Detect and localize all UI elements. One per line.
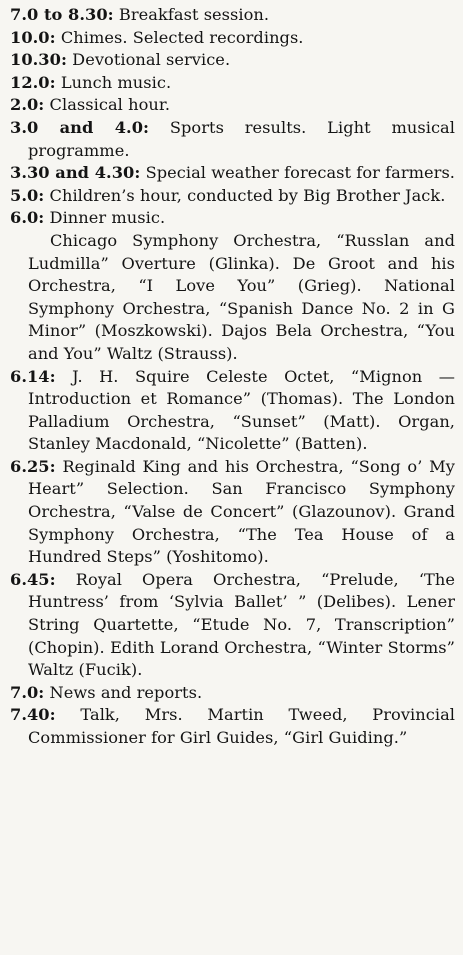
entry-time: 12.0: bbox=[10, 72, 56, 92]
entry-time: 10.0: bbox=[10, 27, 56, 47]
entry-text: Reginald King and his Orchestra, “Song o’ My Heart” Selection. San Francisco Symphony Orchestra, “Valse de Concert” (Glazounov). Grand Symphony Orchestra, “The Tea House of a Hundred Steps” (Yoshitomo). bbox=[28, 456, 455, 567]
entry-time: 10.30: bbox=[10, 50, 67, 70]
programme-entry bbox=[10, 27, 455, 50]
programme-entry bbox=[10, 704, 455, 749]
entry-time: 7.0: bbox=[10, 682, 45, 702]
entry-text: Children’s hour, conducted by Big Brother Jack. bbox=[49, 185, 446, 205]
entry-time: 3.0 and 4.0: bbox=[10, 117, 150, 137]
programme-entry bbox=[10, 72, 455, 95]
entry-text: Royal Opera Orchestra, “Prelude, ‘The Huntress’ from ‘Sylvia Ballet’ ” (Delibes). Lener String Quartette, “Etude No. 7, Transcription” (Chopin). Edith Lorand Orchestra, “Winter Storms” Waltz (Fucik). bbox=[28, 569, 455, 680]
entry-time: 6.0: bbox=[10, 208, 45, 228]
entry-time: 6.25: bbox=[10, 456, 56, 476]
entry-text: Special weather forecast for farmers. bbox=[145, 163, 456, 183]
entry-text: J. H. Squire Celeste Octet, “Mignon — Introduction et Romance” (Thomas). The London Palladium Orchestra, “Sunset” (Matt). Organ, Stanley Macdonald, “Nicolette” (Batten). bbox=[28, 366, 455, 454]
programme-entry bbox=[10, 682, 455, 705]
entry-time: 2.0: bbox=[10, 95, 45, 115]
entry-text: Sports results. Light musical programme. bbox=[28, 117, 455, 160]
programme-entry bbox=[10, 49, 455, 72]
entry-time: 6.14: bbox=[10, 366, 56, 386]
entry-text: Devotional service. bbox=[72, 50, 231, 70]
programme-entry bbox=[10, 4, 455, 27]
entry-text: Lunch music. bbox=[60, 72, 172, 92]
entry-text: Talk, Mrs. Martin Tweed, Provincial Commissioner for Girl Guides, “Girl Guiding.” bbox=[28, 705, 455, 747]
programme-detail bbox=[10, 230, 455, 366]
entry-text: Breakfast session. bbox=[118, 5, 270, 24]
programme-entry bbox=[10, 162, 455, 185]
programme-entry bbox=[10, 117, 455, 162]
programme-entry bbox=[10, 569, 455, 682]
entry-time: 3.30 and 4.30: bbox=[10, 163, 141, 183]
entry-time: 7.0 to 8.30: bbox=[10, 5, 114, 24]
programme-entry bbox=[10, 456, 455, 569]
programme-entry bbox=[10, 207, 455, 230]
entry-text: Chicago Symphony Orchestra, “Russlan and Ludmilla” Overture (Glinka). De Groot and his Orchestra, “I Love You” (Grieg). National Symphony Orchestra, “Spanish Dance No. 2 in G Minor” (Moszkowski). Dajos Bela Orchestra, “You and You” Waltz (Strauss). bbox=[28, 230, 455, 363]
entry-text: Classical hour. bbox=[49, 95, 171, 115]
programme-entry bbox=[10, 94, 455, 117]
entry-time: 7.40: bbox=[10, 705, 56, 725]
entry-text: Chimes. Selected recordings. bbox=[60, 27, 304, 47]
entry-time: 5.0: bbox=[10, 185, 45, 205]
entry-text: Dinner music. bbox=[49, 208, 166, 228]
entry-text: News and reports. bbox=[49, 682, 203, 702]
programme-entry bbox=[10, 185, 455, 208]
entry-time: 6.45: bbox=[10, 569, 56, 589]
programme-entry bbox=[10, 366, 455, 456]
